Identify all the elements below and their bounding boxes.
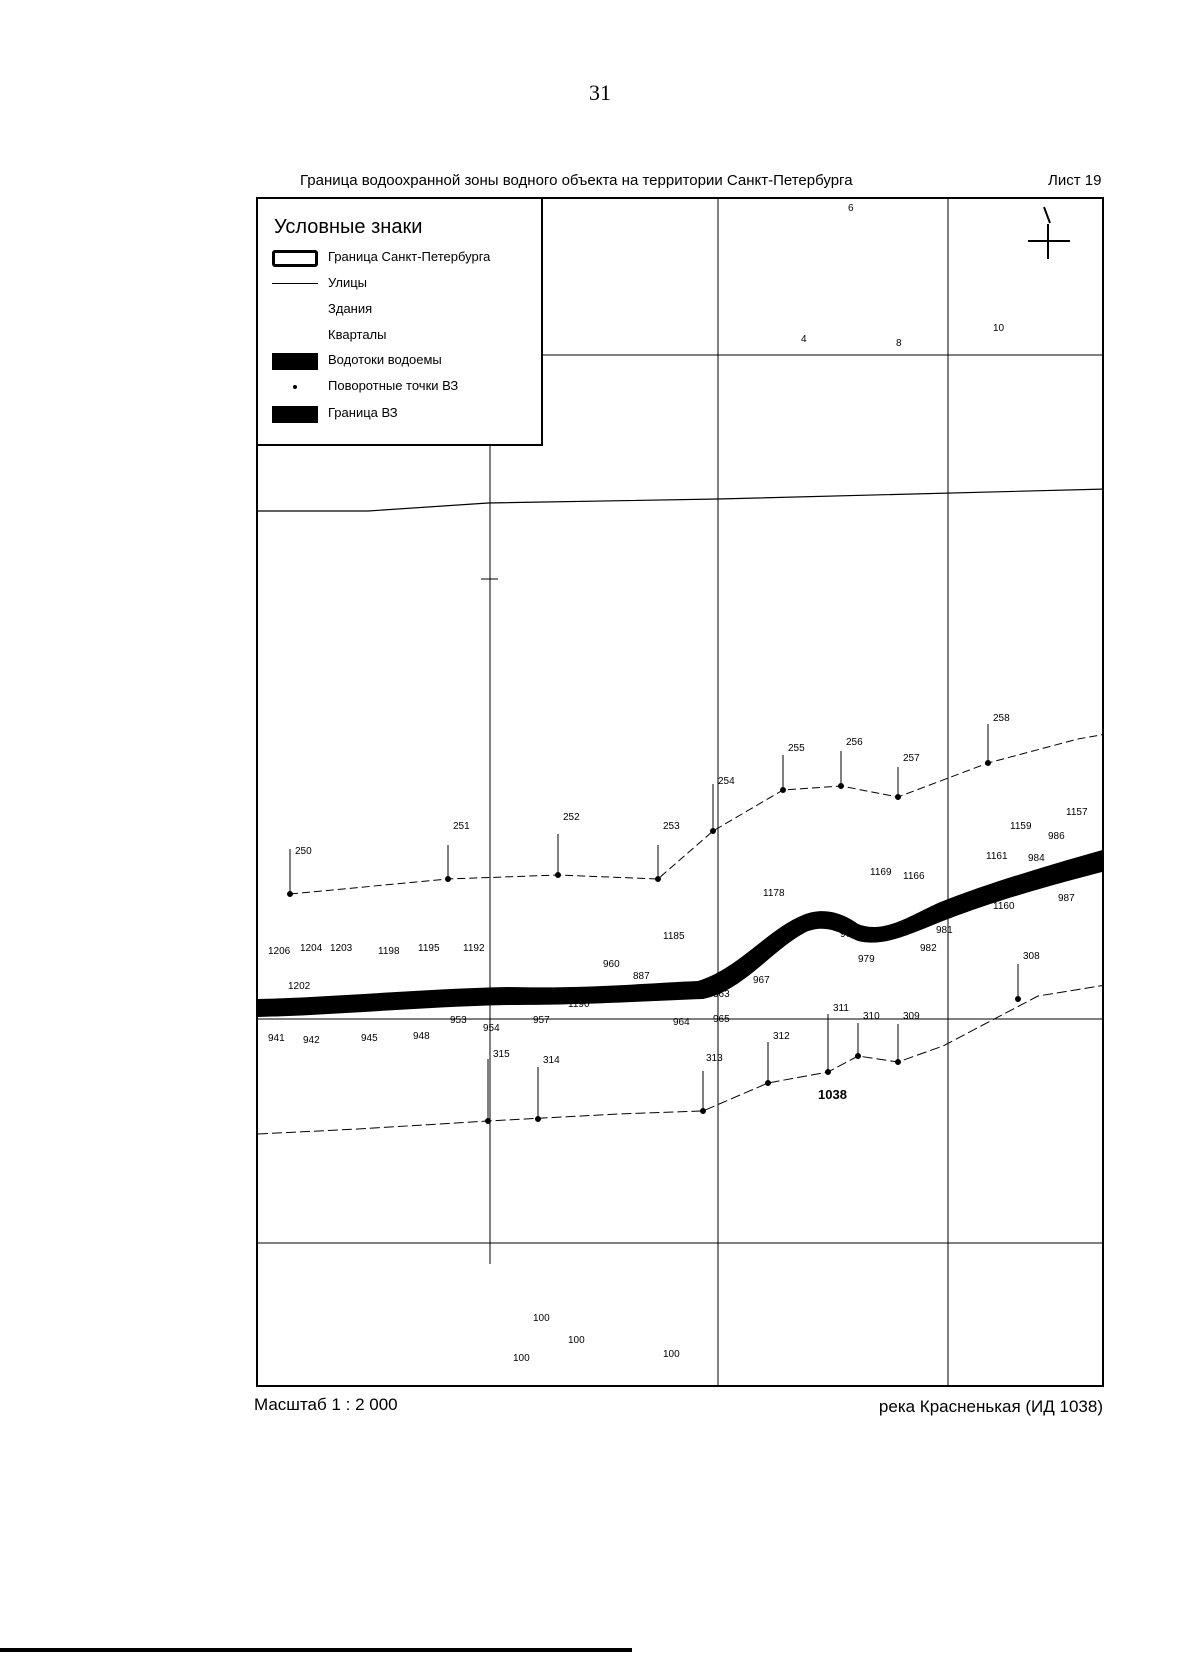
point-label: 973 bbox=[840, 929, 857, 940]
grid-label: 100 bbox=[533, 1313, 550, 1324]
point-label: 1202 bbox=[288, 981, 311, 992]
map-frame bbox=[256, 197, 1104, 1387]
point-label: 957 bbox=[533, 1015, 550, 1026]
point-label: 953 bbox=[450, 1015, 467, 1026]
point-label: 960 bbox=[603, 959, 620, 970]
point-label: 309 bbox=[903, 1011, 920, 1022]
point-label: 311 bbox=[833, 1003, 849, 1014]
legend-item-blocks bbox=[272, 325, 537, 347]
spb-boundary-symbol-icon bbox=[272, 250, 318, 267]
point-label: 942 bbox=[303, 1035, 320, 1046]
point-label: 1195 bbox=[418, 943, 440, 954]
point-label: 258 bbox=[993, 713, 1010, 724]
legend-label: Граница ВЗ bbox=[328, 405, 398, 420]
wz-boundary-symbol-icon bbox=[272, 406, 318, 423]
legend-item-turning-points bbox=[272, 376, 537, 398]
point-label: 1204 bbox=[300, 943, 323, 954]
point-label: 1206 bbox=[268, 946, 291, 957]
street-line bbox=[258, 489, 1104, 511]
grid-label: 8 bbox=[896, 338, 902, 349]
grid-label: 4 bbox=[801, 334, 807, 345]
water-object-label: река Красненькая (ИД 1038) bbox=[878, 1397, 1103, 1416]
point-label: 253 bbox=[663, 821, 680, 832]
point-label: 254 bbox=[718, 776, 735, 787]
legend bbox=[258, 199, 543, 446]
page-number: 31 bbox=[589, 80, 611, 105]
legend-item-buildings bbox=[272, 299, 537, 321]
turning-point-symbol-icon bbox=[293, 385, 297, 389]
legend-label: Поворотные точки ВЗ bbox=[328, 378, 459, 393]
block-symbol-icon bbox=[272, 328, 318, 345]
point-label: 1159 bbox=[1010, 821, 1032, 832]
point-label: 967 bbox=[753, 975, 770, 986]
grid-label: 100 bbox=[568, 1335, 585, 1346]
point-label: 1198 bbox=[378, 946, 400, 957]
point-label: 954 bbox=[483, 1023, 500, 1034]
point-label: 1161 bbox=[986, 851, 1008, 862]
north-arrow-icon bbox=[1028, 207, 1070, 259]
point-label: 1169 bbox=[870, 867, 892, 878]
point-label: 963 bbox=[713, 989, 730, 1000]
legend-label: Улицы bbox=[328, 275, 368, 290]
point-label: 948 bbox=[413, 1031, 430, 1042]
upper-wz-boundary bbox=[290, 734, 1104, 894]
point-label: 308 bbox=[1023, 951, 1040, 962]
point-label: 310 bbox=[863, 1011, 880, 1022]
point-label: 251 bbox=[453, 821, 470, 832]
legend-label: Кварталы bbox=[328, 327, 387, 342]
point-label: 315 bbox=[493, 1049, 510, 1060]
point-label: 1166 bbox=[903, 871, 925, 882]
point-label: 945 bbox=[361, 1033, 378, 1044]
point-label: 984 bbox=[1028, 853, 1045, 864]
legend-item-wz-boundary bbox=[272, 403, 537, 425]
scale-label: Масштаб 1 : 2 000 bbox=[254, 1395, 398, 1414]
point-label: 965 bbox=[713, 1014, 730, 1025]
point-label: 314 bbox=[543, 1055, 560, 1066]
legend-item-watercourses bbox=[272, 350, 537, 372]
point-label: 1160 bbox=[993, 901, 1015, 912]
sheet-label: Лист 19 bbox=[1048, 172, 1102, 189]
point-label: 987 bbox=[1058, 893, 1075, 904]
legend-label: Здания bbox=[328, 301, 373, 316]
grid-label: 100 bbox=[663, 1349, 680, 1360]
point-label: 985 bbox=[1048, 871, 1065, 882]
point-label: 257 bbox=[903, 753, 920, 764]
point-label: 1203 bbox=[330, 943, 353, 954]
legend-item-streets bbox=[272, 273, 537, 295]
point-label: 255 bbox=[788, 743, 805, 754]
point-label: 313 bbox=[706, 1053, 723, 1064]
map-title: Граница водоохранной зоны водного объекта на территории Санкт-Петербурга bbox=[300, 172, 853, 189]
point-label: 986 bbox=[1048, 831, 1065, 842]
point-label: 1157 bbox=[1066, 807, 1088, 818]
point-label: 981 bbox=[936, 925, 953, 936]
point-label: 1178 bbox=[763, 888, 785, 899]
grid-labels bbox=[513, 203, 1005, 1364]
point-label: 256 bbox=[846, 737, 863, 748]
point-label: 982 bbox=[920, 943, 937, 954]
legend-label: Граница Санкт-Петербурга bbox=[328, 249, 491, 264]
legend-title: Условные знаки bbox=[274, 216, 423, 238]
upper-point-labels bbox=[295, 713, 1010, 857]
point-label: 1185 bbox=[663, 931, 685, 942]
block-id: 1038 bbox=[818, 1087, 847, 1102]
building-symbol-icon bbox=[272, 302, 318, 319]
point-label: 979 bbox=[858, 954, 875, 965]
legend-label: Водотоки водоемы bbox=[328, 352, 442, 367]
point-label: 1190 bbox=[568, 999, 590, 1010]
point-label: 252 bbox=[563, 812, 580, 823]
grid-label: 100 bbox=[513, 1353, 530, 1364]
point-label: 312 bbox=[773, 1031, 790, 1042]
street-symbol-icon bbox=[272, 283, 318, 284]
grid-label: 10 bbox=[993, 323, 1005, 334]
point-label: 1192 bbox=[463, 943, 485, 954]
legend-item-spb-boundary bbox=[272, 247, 537, 269]
point-label: 964 bbox=[673, 1017, 690, 1028]
watercourse-symbol-icon bbox=[272, 353, 318, 370]
point-label: 941 bbox=[268, 1033, 285, 1044]
grid-label: 6 bbox=[848, 203, 854, 214]
point-label: 250 bbox=[295, 846, 312, 857]
point-label: 887 bbox=[633, 971, 650, 982]
bottom-rule bbox=[0, 1648, 632, 1652]
